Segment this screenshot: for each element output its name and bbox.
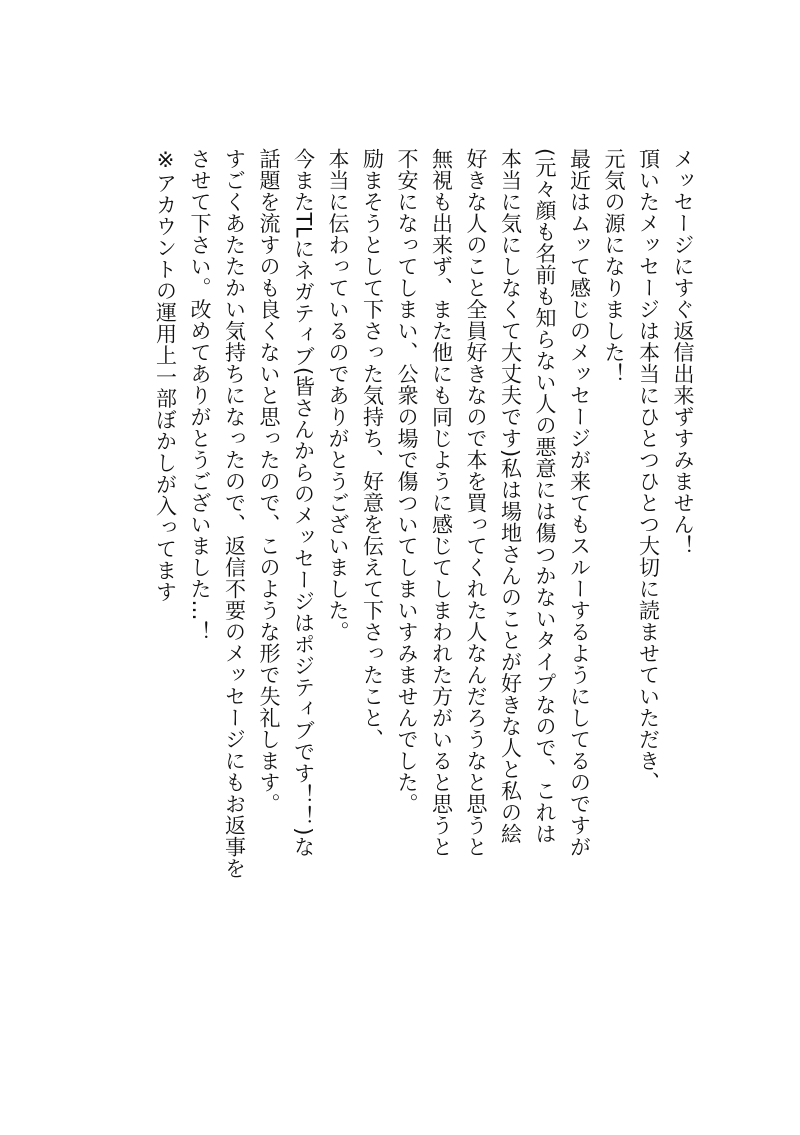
text-line: させて下さい。改めてありがとうございました…！	[188, 148, 212, 643]
text-line: 不安になってしまい、公衆の場で傷ついてしまいすみませんでした。	[395, 148, 419, 815]
vertical-text-body	[148, 148, 700, 1008]
text-line: ※アカウントの運用上一部ぼかしが入ってます	[153, 148, 178, 603]
text-line: 元気の源になりました！	[602, 148, 626, 385]
text-line: 今またTLにネガティブ(皆さんからのメッセージはポジティブです！！)な	[291, 148, 316, 858]
text-line: 本当に伝わっているのでありがとうございました。	[326, 148, 350, 643]
text-line: 無視も出来ず、また他にも同じように感じてしまわれた方がいると思うと	[429, 148, 454, 858]
text-line: メッセージにすぐ返信出来ずすみません！	[671, 148, 695, 557]
text-line: 頂いたメッセージは本当にひとつひとつ大切に読ませていただき、	[636, 148, 661, 793]
text-line: 好きな人のこと全員好きなので本を買ってくれた人なんだろうなと思うと	[464, 148, 488, 858]
text-line: 励まそうとして下さった気持ち、好意を伝えて下さったこと、	[360, 148, 385, 750]
text-line: 話題を流すのも良くないと思ったので、このような形で失礼します。	[257, 148, 281, 815]
text-line: (元々顔も名前も知らない人の悪意には傷つかないタイプなので、これは	[533, 148, 557, 845]
text-line: 本当に気にしなくて大丈夫です)私は場地さんのことが好きな人と私の絵	[498, 148, 523, 845]
text-line: すごくあたたかい気持ちになったので、返信不要のメッセージにもお返事を	[222, 148, 247, 879]
text-line: 最近はムッて感じのメッセージが来てもスルーするようにしてるのですが	[567, 148, 592, 858]
